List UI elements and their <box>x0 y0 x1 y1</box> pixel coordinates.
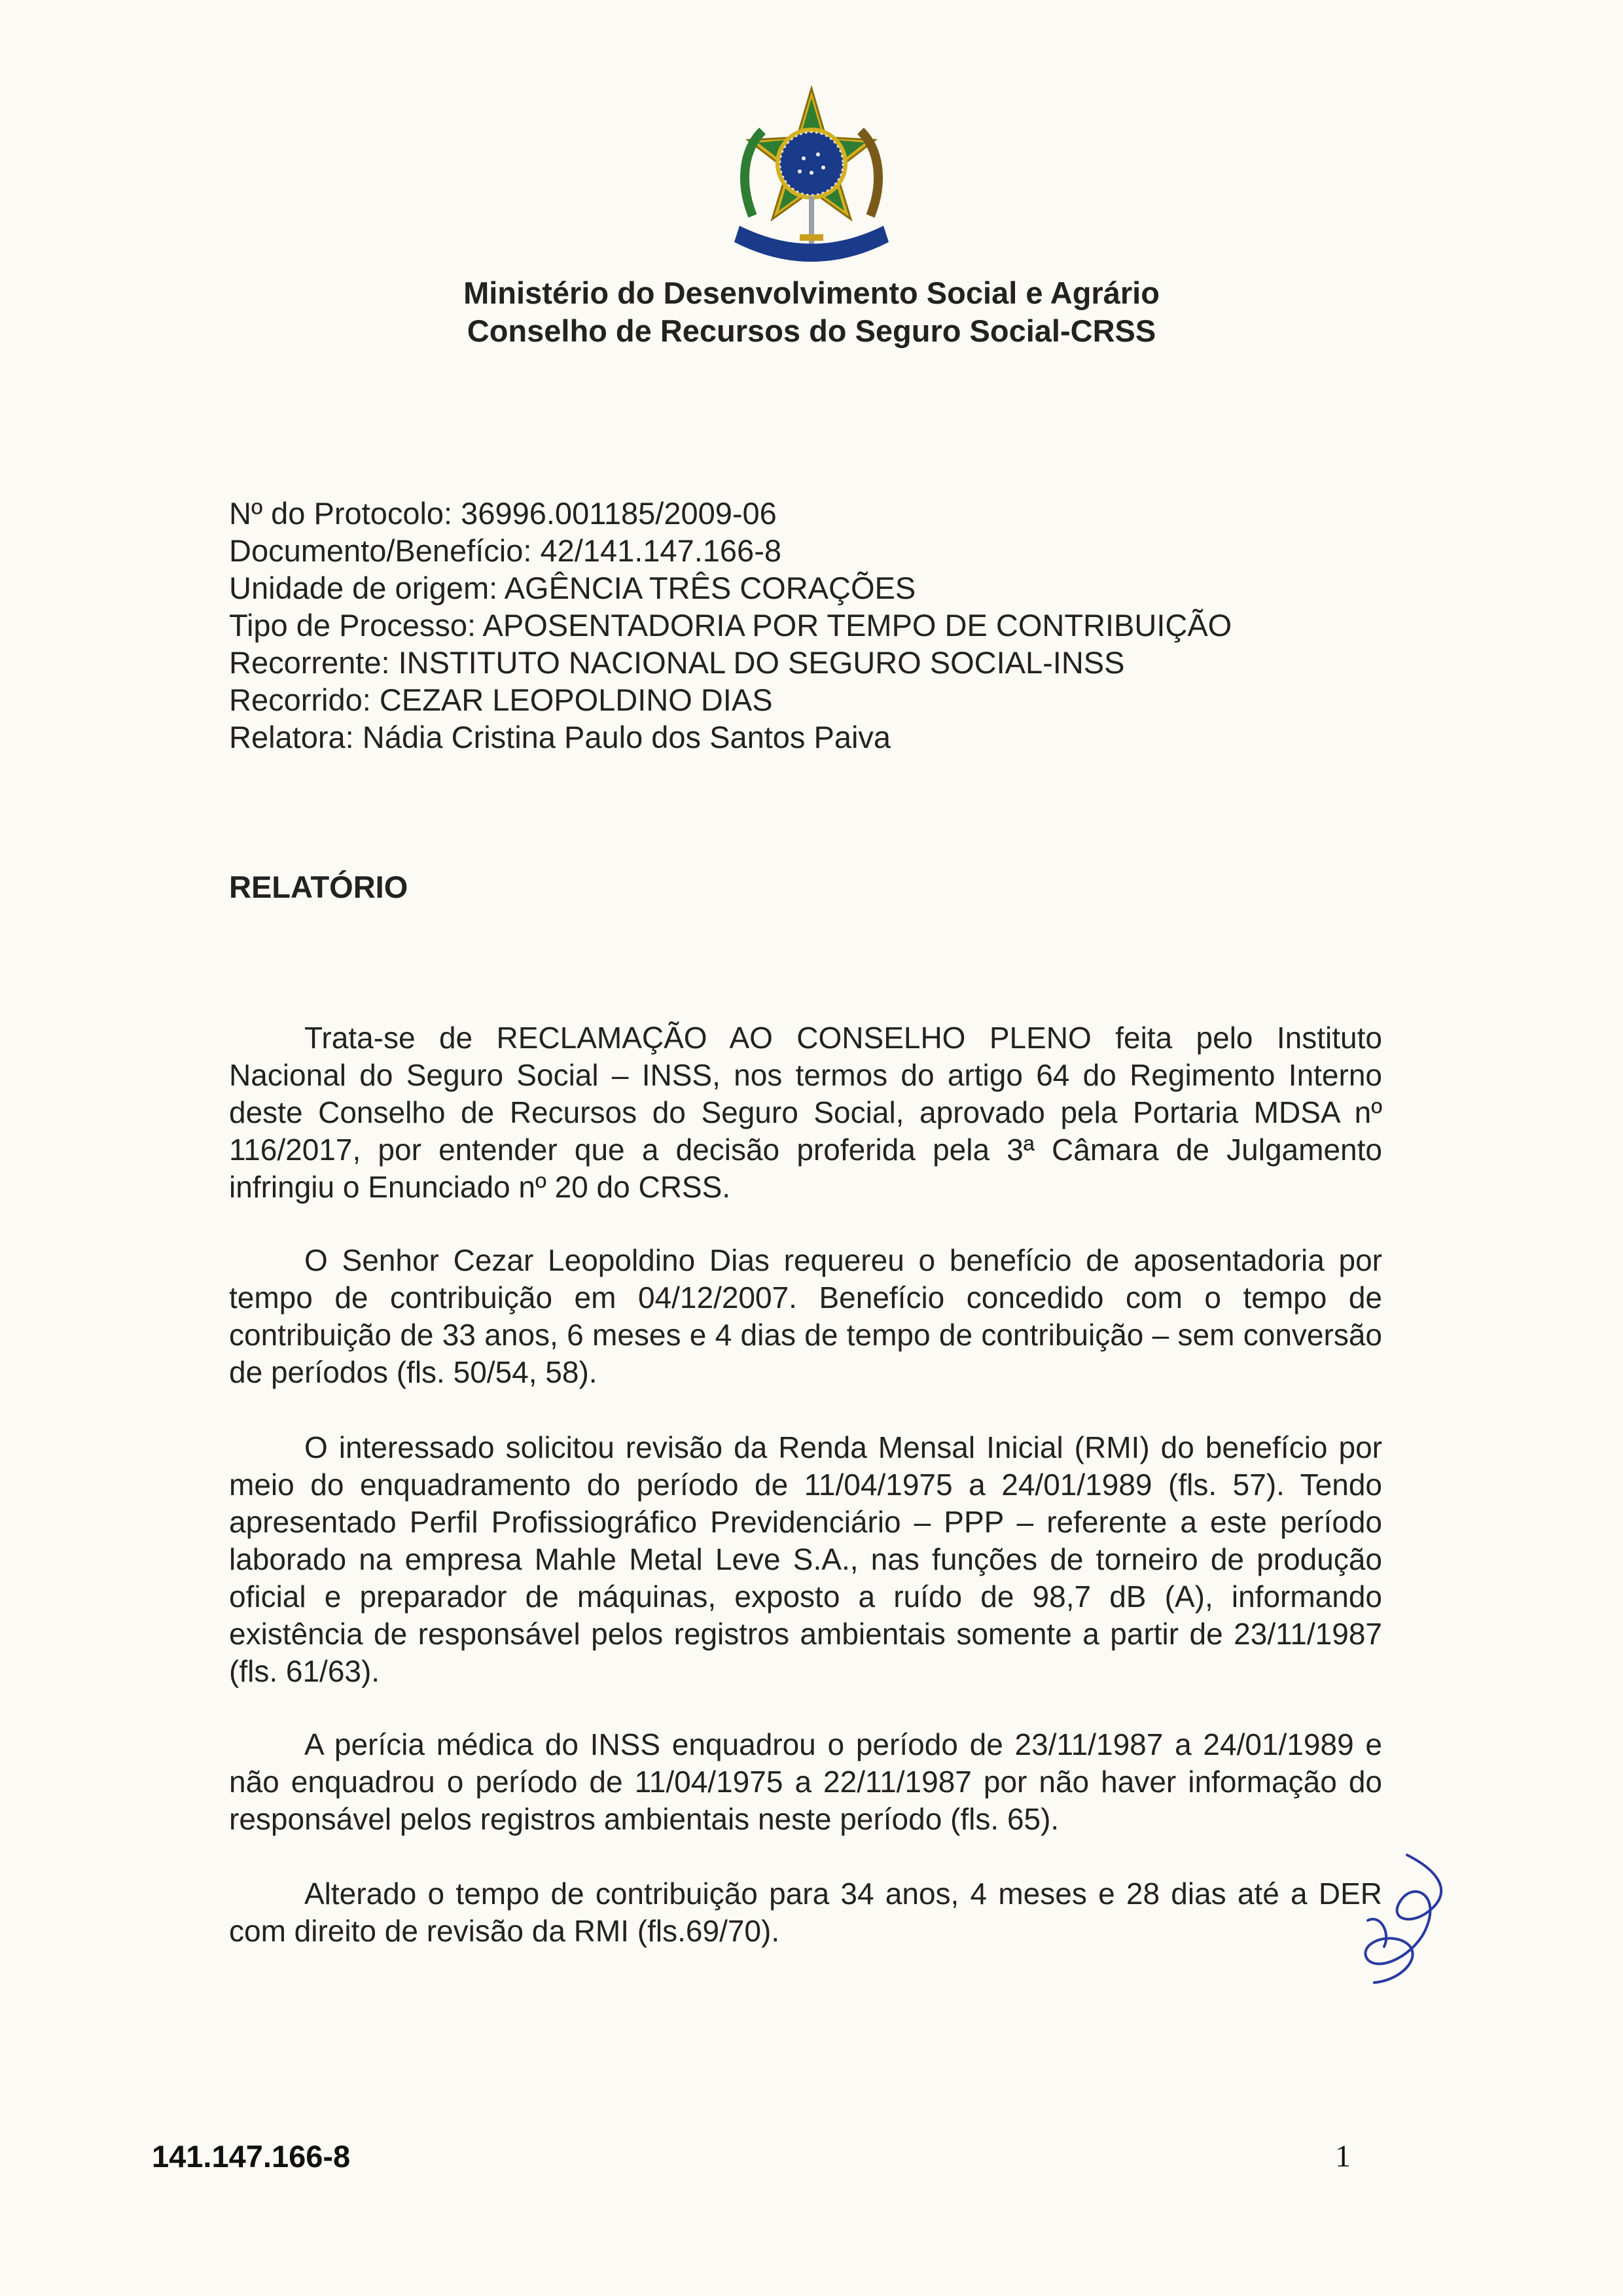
case-metadata <box>229 495 1232 756</box>
council-title: Conselho de Recursos do Seguro Social-CRSS <box>467 313 1156 348</box>
report-paragraph: O interessado solicitou revisão da Renda Mensal Inicial (RMI) do benefício por meio do enquadramento do período de 11/04/1975 a 24/01/1989 (fls. 57). Tendo apresentado Perfil Profissiográfico Previdenciário – PPP – referente a este período laborado na empresa Mahle Metal Leve S.A., nas funções de torneiro de produção oficial e preparador de máquinas, exposto a ruído de 98,7 dB (A), informando existência de responsável pelos registros ambientais somente a partir de 23/11/1987 (fls. 61/63). <box>229 1430 1382 1688</box>
report-paragraph: A perícia médica do INSS enquadrou o período de 23/11/1987 a 24/01/1989 e não enquadrou o período de 11/04/1975 a 22/11/1987 por não haver informação do responsável pelos registros ambientais neste período (fls. 65). <box>229 1727 1382 1836</box>
report-paragraph: Alterado o tempo de contribuição para 34 anos, 4 meses e 28 dias até a DER com direito de revisão da RMI (fls.69/70). <box>229 1877 1382 1948</box>
origin-unit: Unidade de origem: AGÊNCIA TRÊS CORAÇÕES <box>229 571 916 605</box>
signature-icon <box>1329 1835 1459 1992</box>
report-paragraph: Trata-se de RECLAMAÇÃO AO CONSELHO PLENO feita pelo Instituto Nacional do Seguro Social – INSS, nos termos do artigo 64 do Regimento Interno deste Conselho de Recursos do Seguro Social, aprovado pela Portaria MDSA nº 116/2017, por entender que a decisão proferida pela 3ª Câmara de Julgamento infringiu o Enunciado nº 20 do CRSS. <box>229 1021 1382 1204</box>
ministry-title: Ministério do Desenvolvimento Social e Agrário <box>463 275 1160 310</box>
report-paragraph: O Senhor Cezar Leopoldino Dias requereu o benefício de aposentadoria por tempo de contribuição em 04/12/2007. Benefício concedido com o tempo de contribuição de 33 anos, 6 meses e 4 dias de tempo de contribuição – sem conversão de períodos (fls. 50/54, 58). <box>229 1243 1382 1389</box>
document-benefit: Documento/Benefício: 42/141.147.166-8 <box>229 533 781 568</box>
process-type: Tipo de Processo: APOSENTADORIA POR TEMPO DE CONTRIBUIÇÃO <box>229 608 1232 643</box>
protocol-number: Nº do Protocolo: 36996.001185/2009-06 <box>229 496 777 531</box>
appellee: Recorrido: CEZAR LEOPOLDINO DIAS <box>229 682 773 717</box>
appellant: Recorrente: INSTITUTO NACIONAL DO SEGURO SOCIAL-INSS <box>229 645 1125 680</box>
section-title: RELATÓRIO <box>229 870 408 904</box>
page-number: 1 <box>1335 2139 1351 2174</box>
footer-document-id: 141.147.166-8 <box>152 2139 351 2174</box>
coat-of-arms-icon <box>726 85 897 281</box>
rapporteur: Relatora: Nádia Cristina Paulo dos Santos Paiva <box>229 720 891 754</box>
